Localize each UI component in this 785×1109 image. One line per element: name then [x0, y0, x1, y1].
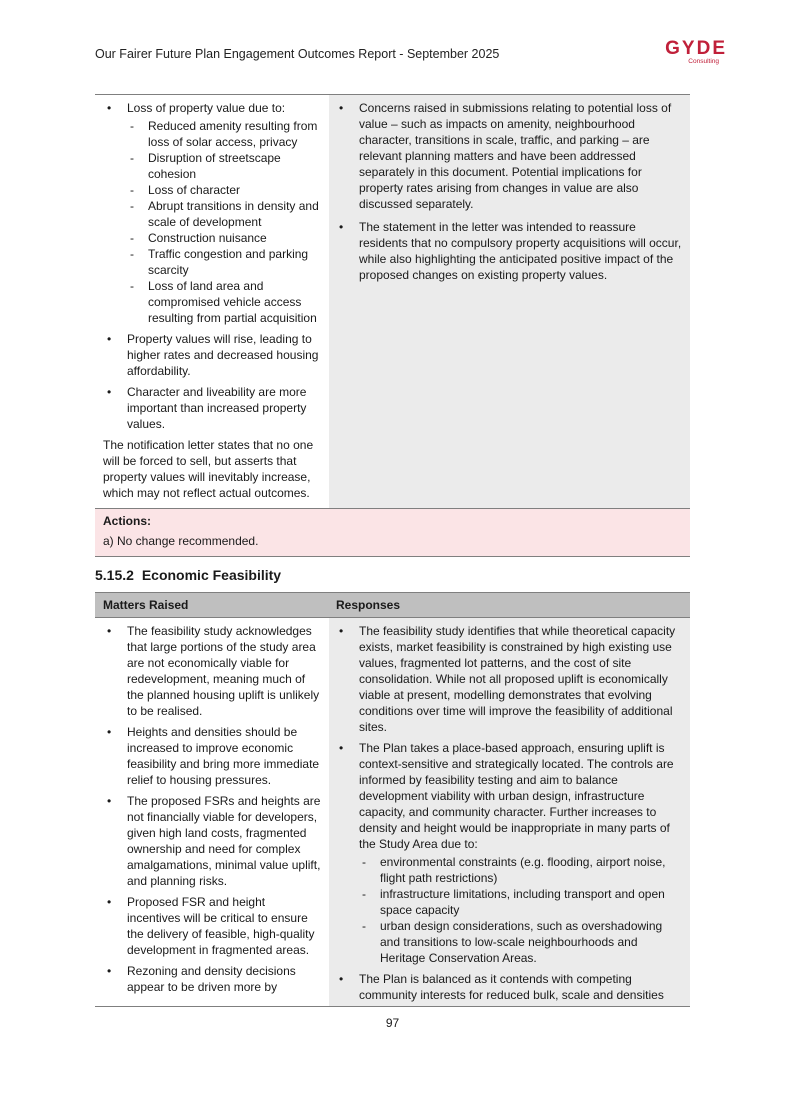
- sub-list-item: - urban design considerations, such as overshadowing and transitions to low-scale neighbourhoods and Heritage Conservation Areas.: [359, 918, 684, 966]
- column-header-responses: Responses: [329, 593, 690, 617]
- list-item: [103, 100, 321, 326]
- sub-list-item: - Traffic congestion and parking scarcity: [127, 246, 321, 278]
- sub-list-item: - Disruption of streetscape cohesion: [127, 150, 321, 182]
- column-header-matters: Matters Raised: [95, 593, 329, 617]
- sub-list-item: - environmental constraints (e.g. flooding, airport noise, flight path restrictions): [359, 854, 684, 886]
- responses-cell: [329, 95, 690, 508]
- list-item: • Rezoning and density decisions appear to be driven more by: [103, 963, 321, 995]
- sub-list-item: - Abrupt transitions in density and scale of development: [127, 198, 321, 230]
- list-item: • The feasibility study identifies that while theoretical capacity exists, market feasibility is constrained by high existing use values, fragmented lot patterns, and the cost of site consolidation. While not all proposed uplift is economically viable at present, modelling demonstrates that evolving conditions over time will improve the feasibility of additional sites.: [335, 623, 684, 735]
- page-number: 97: [385, 1016, 400, 1030]
- sub-list-item: - infrastructure limitations, including transport and open space capacity: [359, 886, 684, 918]
- matters-cell: [95, 618, 329, 1006]
- list-item: • Property values will rise, leading to higher rates and decreased housing affordability.: [103, 331, 321, 379]
- section-heading: [95, 567, 281, 583]
- actions-label: Actions:: [103, 514, 151, 528]
- matters-cell: [95, 95, 329, 508]
- table2-bottom-rule: [95, 1006, 690, 1007]
- list-item: • Character and liveability are more important than increased property values.: [103, 384, 321, 432]
- logo-wordmark: GYDE: [665, 38, 727, 59]
- section-number: 5.15.2: [95, 567, 134, 583]
- sub-list-item: - Loss of character: [127, 182, 321, 198]
- matter-text: Loss of property value due to:: [127, 101, 286, 115]
- actions-text: a) No change recommended.: [103, 534, 259, 548]
- sub-list-item: - Loss of land area and compromised vehicle access resulting from partial acquisition: [127, 278, 321, 326]
- list-item: • Proposed FSR and height incentives will be critical to ensure the delivery of feasible, high-quality development in fragmented areas.: [103, 894, 321, 958]
- matter-paragraph: The notification letter states that no one will be forced to sell, but asserts that property values will inevitably increase, which may not reflect actual outcomes.: [103, 438, 314, 500]
- list-item: [335, 740, 684, 966]
- section-title: Economic Feasibility: [141, 567, 282, 583]
- responses-cell: [329, 618, 690, 1006]
- list-item: • The proposed FSRs and heights are not financially viable for developers, given high land costs, fragmented ownership and need for complex amalgamations, minimal value uplift, and planning risks.: [103, 793, 321, 889]
- gyde-logo: [637, 38, 727, 68]
- list-item: • Concerns raised in submissions relating to potential loss of value – such as impacts on amenity, neighbourhood character, transitions in scale, traffic, and parking – are relevant planning matters and have been addressed separately in this document. Potential implications for property rates arising from changes in value are also discussed separately.: [335, 100, 682, 212]
- logo-subtitle: Consulting: [688, 58, 719, 65]
- list-item: • The feasibility study acknowledges that large portions of the study area are not economically viable for redevelopment, meaning much of the planned housing uplift is unlikely to be realised.: [103, 623, 321, 719]
- sub-list-item: - Reduced amenity resulting from loss of solar access, privacy: [127, 118, 321, 150]
- list-item: • Heights and densities should be increased to improve economic feasibility and bring more immediate relief to housing pressures.: [103, 724, 321, 788]
- list-item: • The statement in the letter was intended to reassure residents that no compulsory property acquisitions will occur, while also highlighting the anticipated positive impact of the proposed changes on existing property values.: [335, 219, 682, 283]
- list-item: • The Plan is balanced as it contends with competing community interests for reduced bulk, scale and densities: [335, 971, 684, 1003]
- sub-list-item: - Construction nuisance: [127, 230, 321, 246]
- response-text: The Plan takes a place-based approach, ensuring uplift is context-sensitive and strategically located. The controls are informed by feasibility testing and aim to balance development viability with urban design, infrastructure capacity, and community character. Further increases to density and height would be inappropriate in many parts of the Study Area due to:: [359, 741, 674, 851]
- table-bottom-rule: [95, 556, 690, 557]
- report-header-title: Our Fairer Future Plan Engagement Outcomes Report - September 2025: [95, 47, 500, 61]
- actions-row: [95, 509, 690, 556]
